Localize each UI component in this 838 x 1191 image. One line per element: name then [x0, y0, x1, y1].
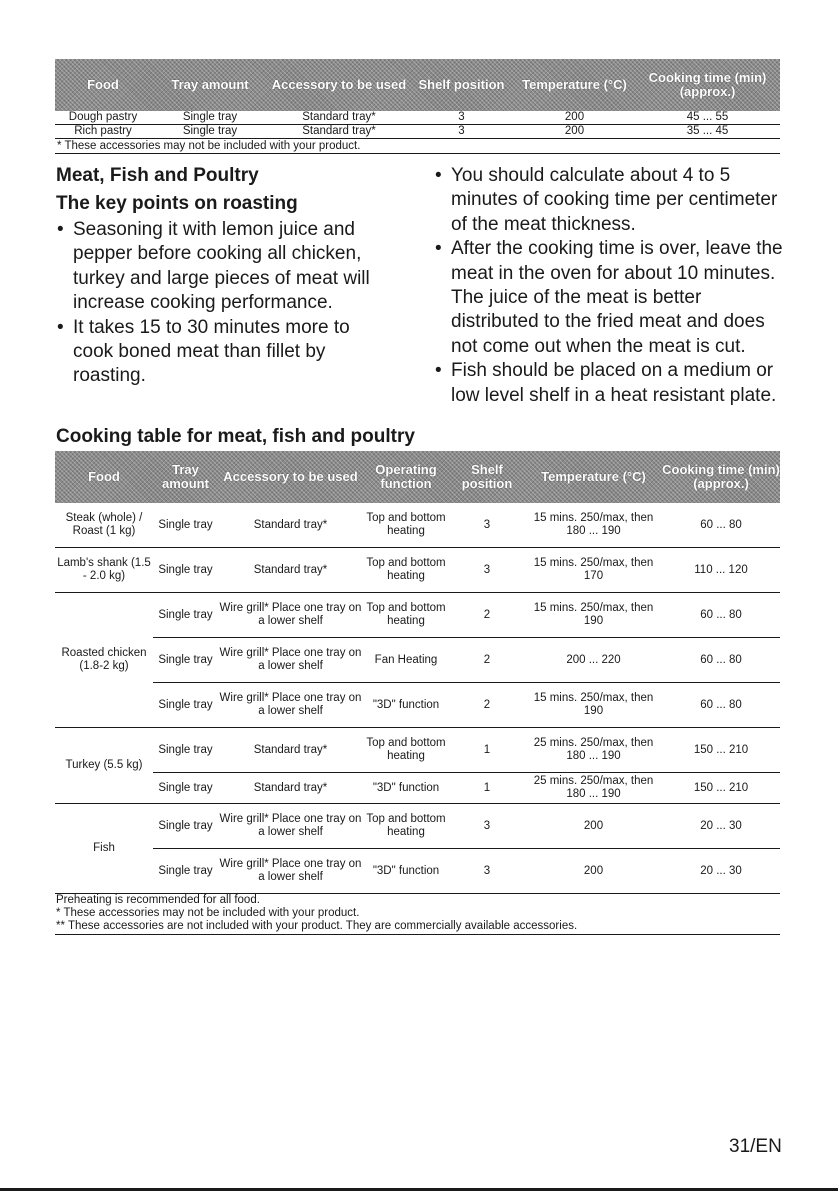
table-header — [55, 451, 780, 503]
footnote: Preheating is recommended for all food. — [56, 894, 260, 906]
table-cell: Top and bottom heating — [366, 512, 446, 537]
table-cell: Single tray — [158, 743, 213, 756]
table-header — [55, 59, 780, 111]
table-cell: Single tray — [158, 819, 213, 832]
bullet-item: • It takes 15 to 30 minutes more to cook boned meat than fillet by roasting. — [56, 316, 386, 389]
table-cell: Standard tray* — [253, 563, 328, 576]
table-cell: 150 ... 210 — [693, 781, 749, 794]
table-row — [55, 111, 780, 125]
header-cell: Cooking time (min) (approx.) — [662, 462, 780, 491]
table-cell: 60 ... 80 — [700, 518, 742, 531]
table-cell: 15 mins. 250/max, then 180 ... 190 — [533, 512, 654, 537]
food-cell: Fish — [93, 842, 115, 854]
table-cell: 3 — [483, 518, 491, 531]
section-subtitle: The key points on roasting — [56, 193, 298, 214]
bullet-item: • Fish should be placed on a medium or low level shelf in a heat resistant plate. — [434, 359, 790, 408]
table-cell: 200 — [583, 819, 604, 832]
table-cell: Fan Heating — [374, 653, 438, 666]
table-cell: Single tray — [158, 563, 213, 576]
header-cell: Operating function — [375, 462, 437, 491]
table-cell: 3 — [458, 111, 465, 123]
table-cell: Standard tray* — [253, 518, 328, 531]
table-cell: 15 mins. 250/max, then 170 — [533, 557, 654, 582]
table-row — [153, 849, 780, 893]
header-cell: Cooking time (min) (approx.) — [648, 70, 767, 99]
table-cell: Single tray — [182, 125, 238, 137]
table-cell: 3 — [483, 819, 491, 832]
food-cell: Steak (whole) / Roast (1 kg) — [65, 512, 143, 537]
table-cell: Rich pastry — [74, 125, 132, 137]
table-cell: "3D" function — [372, 698, 440, 711]
table-cell: Single tray — [158, 608, 213, 621]
table-cell: 1 — [483, 781, 491, 794]
header-cell: Tray amount — [171, 77, 249, 92]
table-cell: Single tray — [158, 864, 213, 877]
table-cell: Standard tray* — [302, 111, 376, 123]
footnote: * These accessories may not be included with your product. — [56, 907, 360, 919]
table-cell: 60 ... 80 — [700, 608, 742, 621]
food-group — [55, 548, 780, 593]
table-cell: 3 — [483, 563, 491, 576]
table-cell: 60 ... 80 — [700, 698, 742, 711]
food-cell: Lamb's shank (1.5 - 2.0 kg) — [57, 557, 151, 582]
table-row — [55, 125, 780, 139]
table-cell: "3D" function — [372, 781, 440, 794]
page-number: 31/EN — [729, 1136, 782, 1157]
table-cell: Wire grill* Place one tray on a lower shelf — [219, 813, 362, 838]
bullet-item: • Seasoning it with lemon juice and pepper before cooking all chicken, turkey and large pieces of meat will increase cooking performance. — [56, 218, 386, 316]
table-cell: Single tray — [158, 781, 213, 794]
table-cell: 200 — [564, 111, 585, 123]
table-cell: 2 — [483, 608, 491, 621]
food-group — [55, 503, 780, 548]
table-cell: 1 — [483, 743, 491, 756]
table-cell: 60 ... 80 — [700, 653, 742, 666]
table-cell: 2 — [483, 653, 491, 666]
table-title: Cooking table for meat, fish and poultry — [56, 426, 415, 447]
table-row — [153, 503, 780, 547]
table-cell: 20 ... 30 — [700, 819, 742, 832]
table-cell: Top and bottom heating — [366, 557, 446, 582]
table-cell: Single tray — [158, 653, 213, 666]
table-cell: 15 mins. 250/max, then 190 — [533, 692, 654, 717]
header-cell: Temperature (°C) — [541, 469, 646, 484]
table-cell: 110 ... 120 — [694, 563, 748, 576]
table-cell: Standard tray* — [253, 781, 328, 794]
table-cell: 25 mins. 250/max, then 180 ... 190 — [533, 737, 654, 762]
table-row — [153, 593, 780, 638]
food-cell: Roasted chicken (1.8-2 kg) — [61, 647, 147, 672]
table-cell: Wire grill* Place one tray on a lower shelf — [219, 602, 362, 627]
table-cell: 3 — [483, 864, 491, 877]
table-row — [153, 773, 780, 803]
table-row — [153, 683, 780, 727]
header-cell: Accessory to be used — [271, 77, 407, 92]
header-cell: Shelf position — [418, 77, 505, 92]
table-cell: Top and bottom heating — [366, 813, 446, 838]
table-row — [153, 548, 780, 592]
table-cell: 150 ... 210 — [693, 743, 749, 756]
table-cell: 20 ... 30 — [700, 864, 742, 877]
table-row — [153, 804, 780, 849]
table-cell: "3D" function — [372, 864, 440, 877]
pastry-table — [55, 59, 780, 154]
right-column — [434, 164, 790, 408]
table-cell: 15 mins. 250/max, then 190 — [533, 602, 654, 627]
header-cell: Food — [88, 469, 120, 484]
table-cell: Wire grill* Place one tray on a lower shelf — [219, 858, 362, 883]
footnote: ** These accessories are not included with your product. They are commercially available accessories. — [56, 920, 578, 932]
header-cell: Shelf position — [461, 462, 513, 491]
table-cell: Standard tray* — [253, 743, 328, 756]
table-cell: Dough pastry — [68, 111, 138, 123]
table-cell: 25 mins. 250/max, then 180 ... 190 — [533, 775, 654, 800]
bullet-item: • You should calculate about 4 to 5 minutes of cooking time per centimeter of the meat thickness. — [434, 164, 790, 237]
header-cell: Food — [87, 77, 119, 92]
table-cell: Standard tray* — [302, 125, 376, 137]
table-cell: Wire grill* Place one tray on a lower shelf — [219, 647, 362, 672]
section-title: Meat, Fish and Poultry — [56, 165, 259, 186]
table-cell: Single tray — [158, 698, 213, 711]
header-cell: Tray amount — [162, 462, 209, 491]
table-row — [153, 728, 780, 773]
header-cell: Temperature (°C) — [522, 77, 627, 92]
food-group — [55, 728, 780, 804]
food-group — [55, 804, 780, 894]
table-cell: Single tray — [182, 111, 238, 123]
header-cell: Accessory to be used — [223, 469, 358, 484]
table-cell: 200 ... 220 — [566, 653, 621, 666]
table-cell: 3 — [458, 125, 465, 137]
table-cell: Single tray — [158, 518, 213, 531]
table-cell: Wire grill* Place one tray on a lower shelf — [219, 692, 362, 717]
food-cell: Turkey (5.5 kg) — [65, 759, 143, 771]
table-cell: 45 ... 55 — [686, 111, 729, 123]
bullet-item: • After the cooking time is over, leave the meat in the oven for about 10 minutes. The juice of the meat is better distributed to the fried meat and does not come out when the meat is cut. — [434, 237, 790, 359]
table-cell: Top and bottom heating — [366, 602, 446, 627]
table-cell: 200 — [564, 125, 585, 137]
table-cell: 200 — [583, 864, 604, 877]
table-cell: 35 ... 45 — [686, 125, 729, 137]
left-column — [56, 218, 386, 389]
table-cell: 2 — [483, 698, 491, 711]
meat-cooking-table — [55, 451, 780, 935]
table-footnotes — [55, 894, 780, 935]
table-row — [153, 638, 780, 683]
table-cell: Top and bottom heating — [366, 737, 446, 762]
food-group — [55, 593, 780, 728]
table-footnote: * These accessories may not be included with your product. — [55, 139, 780, 154]
